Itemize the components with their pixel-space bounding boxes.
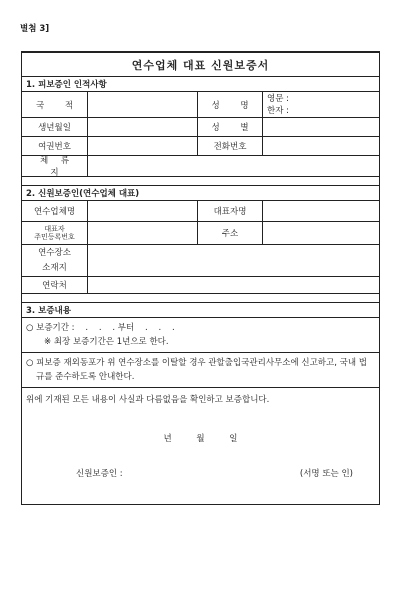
residence-row xyxy=(21,156,380,177)
phone-label: 전화번호 xyxy=(198,137,263,155)
site-field[interactable] xyxy=(88,245,379,276)
nationality-row xyxy=(21,92,380,118)
birth-field[interactable] xyxy=(88,118,198,136)
company-row xyxy=(21,201,380,222)
confirm-line: 위에 기재된 모든 내용이 사실과 다름없음을 확인하고 보증합니다. xyxy=(26,395,270,405)
period-line: ○ 보증기간 : . . . 부터 . . . xyxy=(26,323,175,333)
nationality-field[interactable] xyxy=(88,92,198,117)
duty-line: ○ 피보증 재외동포가 위 연수장소를 이탈할 경우 관할출입국관리사무소에 신고하고, 국내 법규를 준수하도록 안내한다. xyxy=(26,358,367,382)
address-label: 주소 xyxy=(198,222,263,244)
signature-field[interactable]: (서명 또는 인) xyxy=(299,469,353,479)
rep-id-label-line2: 주민등록번호 xyxy=(34,233,75,241)
rep-name-label: 대표자명 xyxy=(198,201,263,221)
guarantee-form xyxy=(21,51,380,505)
nationality-label: 국 적 xyxy=(22,92,88,117)
period-note: ※ 최장 보증기간은 1년으로 한다. xyxy=(44,337,169,347)
name-label: 성 명 xyxy=(198,92,263,117)
form-title: 연수업체 대표 신원보증서 xyxy=(21,53,380,77)
contact-label: 연락처 xyxy=(22,277,88,293)
passport-field[interactable] xyxy=(88,137,198,155)
guarantor-label: 신원보증인 : xyxy=(76,469,123,479)
spacer-row xyxy=(21,177,380,186)
passport-label: 여권번호 xyxy=(22,137,88,155)
contact-row xyxy=(21,277,380,294)
date-line[interactable]: 년 월 일 xyxy=(163,434,238,444)
contact-field[interactable] xyxy=(88,277,379,293)
rep-id-label xyxy=(22,222,88,244)
section2-heading: 2. 신원보증인(연수업체 대표) xyxy=(21,186,380,201)
company-label: 연수업체명 xyxy=(22,201,88,221)
name-english-label: 영문 : xyxy=(267,93,289,104)
rep-id-field[interactable] xyxy=(88,222,198,244)
sex-field[interactable] xyxy=(263,118,379,136)
rep-id-label-line1: 대표자 xyxy=(44,225,65,233)
address-field[interactable] xyxy=(263,222,379,244)
residence-field[interactable] xyxy=(88,156,379,176)
sex-label: 성 별 xyxy=(198,118,263,136)
rep-name-field[interactable] xyxy=(263,201,379,221)
period-row xyxy=(21,318,380,353)
site-row xyxy=(21,245,380,277)
spacer-row xyxy=(21,294,380,303)
name-hanja-label: 한자 : xyxy=(267,105,289,116)
section3-heading: 3. 보증내용 xyxy=(21,303,380,318)
duty-row xyxy=(21,353,380,388)
confirmation-row xyxy=(21,388,380,504)
site-label-line1: 연수장소 xyxy=(38,247,71,258)
site-label-line2: 소재지 xyxy=(42,262,67,273)
rep-id-row xyxy=(21,222,380,245)
birth-label: 생년월일 xyxy=(22,118,88,136)
section1-heading: 1. 피보증인 인적사항 xyxy=(21,77,380,92)
attachment-label: 별첨 3] xyxy=(20,24,50,34)
confirmation-block xyxy=(22,388,379,504)
residence-label: 체 류 지 xyxy=(22,156,88,176)
period-block xyxy=(22,318,379,352)
name-field[interactable] xyxy=(263,92,379,117)
phone-field[interactable] xyxy=(263,137,379,155)
site-label xyxy=(22,245,88,276)
birth-row xyxy=(21,118,380,137)
company-field[interactable] xyxy=(88,201,198,221)
